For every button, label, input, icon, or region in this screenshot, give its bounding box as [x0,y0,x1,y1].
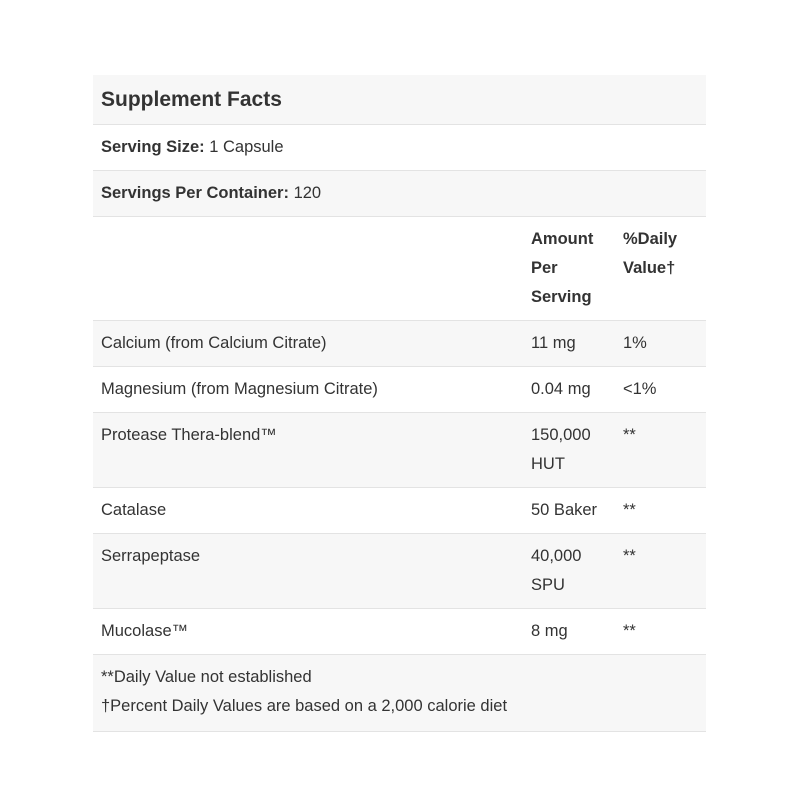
servings-per-container-value: 120 [293,184,322,202]
nutrient-daily-value: <1% [623,380,657,398]
table-row [93,321,706,367]
nutrient-amount: 150,000 HUT [531,426,591,473]
nutrient-daily-value: 1% [623,334,647,352]
nutrient-daily-value: ** [623,426,636,444]
column-header-row [93,217,706,321]
title-row [93,75,706,125]
nutrient-daily-value: ** [623,501,636,519]
nutrient-amount: 50 Baker [531,501,598,519]
nutrient-daily-value: ** [623,547,636,565]
nutrient-name: Protease Thera-blend™ [101,426,277,444]
nutrient-name: Catalase [101,501,167,519]
nutrient-name: Mucolase™ [101,622,189,640]
supplement-facts-table [93,75,706,732]
nutrient-daily-value: ** [623,622,636,640]
servings-per-container-row [93,171,706,217]
table-row [93,488,706,534]
nutrient-name: Calcium (from Calcium Citrate) [101,334,327,352]
nutrient-name: Magnesium (from Magnesium Citrate) [101,380,378,398]
nutrient-amount: 40,000 SPU [531,547,582,594]
serving-size-row [93,125,706,171]
table-row [93,413,706,488]
servings-per-container-label: Servings Per Container: [101,184,289,202]
table-row [93,534,706,609]
nutrient-name: Serrapeptase [101,547,201,565]
page-title: Supplement Facts [101,88,282,111]
table-row [93,367,706,413]
serving-size-label: Serving Size: [101,138,205,156]
nutrient-amount: 11 mg [531,334,576,352]
footnote-daily-value-not-established: **Daily Value not established [101,668,312,686]
name-column-header [93,217,523,320]
footnote-percent-daily-values: †Percent Daily Values are based on a 2,000 calorie diet [101,697,508,715]
table-row [93,609,706,655]
footnotes [93,655,706,732]
nutrient-amount: 0.04 mg [531,380,591,398]
serving-size-value: 1 Capsule [209,138,284,156]
amount-column-header: Amount Per Serving [531,230,594,306]
nutrient-amount: 8 mg [531,622,568,640]
daily-value-column-header: %Daily Value† [623,230,678,277]
